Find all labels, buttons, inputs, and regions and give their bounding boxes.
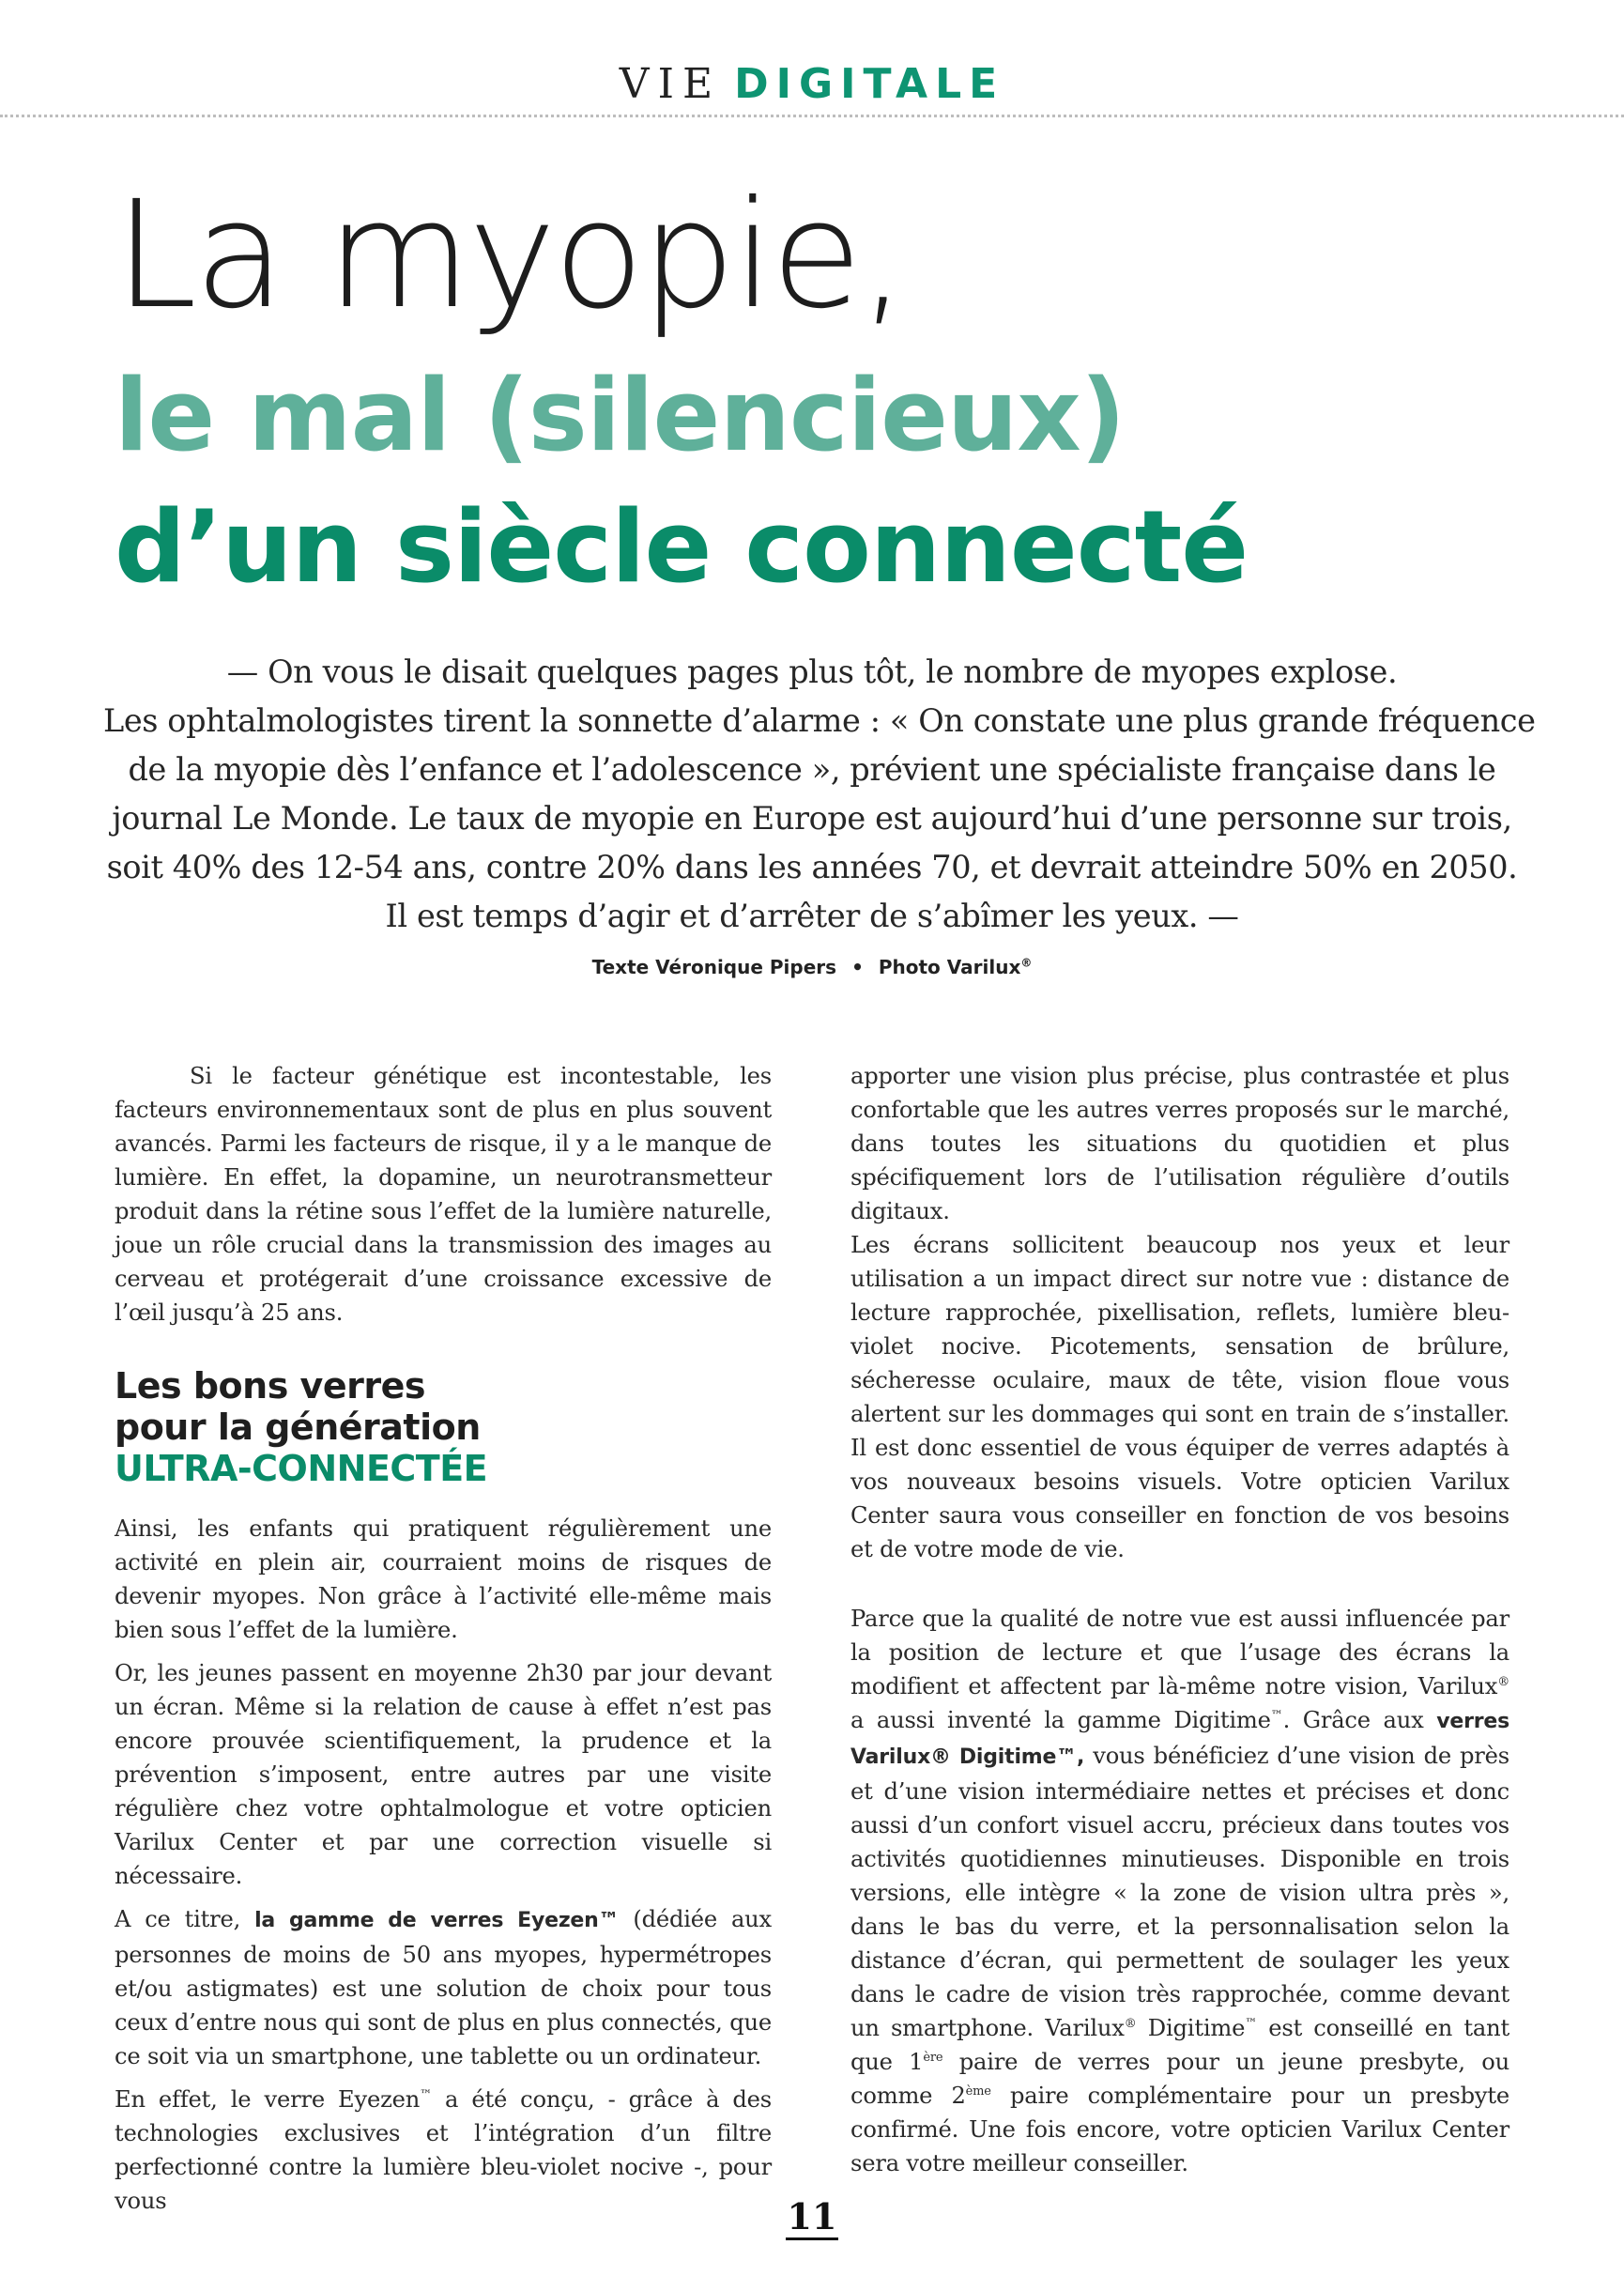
intro-line: Il est temps d’agir et d’arrêter de s’abîmer les yeux. — (385, 898, 1239, 934)
intro-line: soit 40% des 12-54 ans, contre 20% dans les années 70, et devrait atteindre 50% en 2050. (106, 849, 1518, 885)
subheading-accent: ULTRA-CONNECTÉE (115, 1448, 488, 1489)
trademark-mark: ™ (420, 2087, 432, 2102)
text-run: . Grâce aux (1282, 1707, 1437, 1733)
intro-line: journal Le Monde. Le taux de myopie en Europe est aujourd’hui d’une personne sur trois, (112, 800, 1512, 837)
title-line-2: le mal (silencieux) (115, 358, 1126, 473)
credit-separator: • (851, 956, 864, 978)
left-column (115, 1059, 772, 2218)
ordinal-suffix: ème (965, 2083, 991, 2099)
body-paragraph: Les écrans sollicitent beaucoup nos yeux et leur utilisation a un impact direct sur notre vue : distance de lecture rapprochée, pixellisation, reflets, lumière bleu-violet nocive. Picotements, sensation de brûlure, sécheresse oculaire, maux de tête, vision floue vous alertent sur les dommages qui sont en train de s’installer. Il est donc essentiel de vous équiper de verres adaptés à vos nouveaux besoins visuels. Votre opticien Varilux Center saura vous conseiller en fonction de vos besoins et de votre mode de vie. (850, 1232, 1509, 1562)
registered-mark: ® (1020, 956, 1033, 970)
trademark-mark: ™ (1245, 2016, 1258, 2031)
section-label-digitale: DIGITALE (734, 60, 1005, 108)
text-run: En effet, le verre Eyezen (115, 2086, 421, 2113)
title-line-1: La myopie, (115, 169, 904, 342)
text-run: Parce que la qualité de notre vue est aussi influencée par la position de lecture et que l’usage des écrans la modifient et affectent par là-même notre vision, Varilux (850, 1606, 1509, 1699)
subheading-line: pour la génération (115, 1407, 481, 1448)
header-divider (0, 115, 1624, 117)
body-paragraph: apporter une vision plus précise, plus contrastée et plus confortable que les autres verres proposés sur le marché, dans toutes les situations du quotidien et plus spécifiquement lors de l’utilisation régulière d’outils digitaux. (850, 1063, 1509, 1224)
text-run: A ce titre, (115, 1906, 255, 1932)
paragraph-gap (850, 1566, 1509, 1602)
body-paragraph: Ainsi, les enfants qui pratiquent régulièrement une activité en plein air, courraient moins de risques de devenir myopes. Non grâce à l’activité elle-même mais bien sous l’effet de la lumière. (115, 1515, 772, 1643)
text-run: a aussi inventé la gamme Digitime (850, 1707, 1271, 1733)
text-run: (dédiée aux personnes de moins de 50 ans myopes, hypermétropes et/ou astigmates) est une solution de choix pour tous ceux d’entre nous qui sont de plus en plus connectés, que ce soit via un smartphone, une tablette ou un ordinateur. (115, 1906, 773, 2069)
subheading (115, 1365, 772, 1489)
article-credits (0, 956, 1624, 978)
title-line-3: d’un siècle connecté (115, 489, 1249, 605)
right-column (850, 1059, 1509, 2180)
page-number (0, 2195, 1624, 2237)
text-run: est conseillé en tant que 1 (850, 2015, 1509, 2075)
ordinal-suffix: ère (923, 2050, 943, 2065)
subheading-line: Les bons verres (115, 1365, 425, 1407)
intro-line: Les ophtalmologistes tirent la sonnette d’alarme : « On constate une plus grande fréquence (103, 702, 1536, 739)
intro-line: — On vous le disait quelques pages plus tôt, le nombre de myopes explose. (226, 653, 1398, 690)
body-paragraph (115, 1902, 772, 2073)
product-name-digitime: verres Varilux® Digitime™, (850, 1710, 1509, 1769)
registered-mark: ® (1497, 1674, 1509, 1689)
section-label-vie: VIE (619, 60, 722, 108)
text-run: Digitime (1136, 2015, 1246, 2041)
trademark-mark: ™ (1270, 1708, 1283, 1723)
body-paragraph: Si le facteur génétique est incontestable, les facteurs environnementaux sont de plus en plus souvent avancés. Parmi les facteurs de risque, il y a le manque de lumière. En effet, la dopamine, un neurotransmetteur produit dans la rétine sous l’effet de la lumière naturelle, joue un rôle crucial dans la transmission des images au cerveau et protégerait d’une croissance excessive de l’œil jusqu’à 25 ans. (115, 1063, 772, 1326)
author-credit: Texte Véronique Pipers (591, 956, 837, 978)
text-run: a été conçu, - grâce à des technologies exclusives et l’intégration d’un filtre perfectionné contre la lumière bleu-violet nocive -, pour vous (115, 2086, 772, 2214)
registered-mark: ® (1124, 2016, 1137, 2031)
intro-line: de la myopie dès l’enfance et l’adolescence », prévient une spécialiste française dans le (128, 751, 1496, 788)
text-run: paire de verres pour un jeune presbyte, ou comme 2 (850, 2049, 1509, 2109)
article-intro (103, 648, 1536, 941)
text-run: vous bénéficiez d’une vision de près et d’une vision intermédiaire nettes et précises et donc aussi d’un confort visuel accru, précieux dans toutes vos activités quotidiennes minutieuses. Disponible en trois versions, elle intègre « la zone de vision ultra près », dans le bas du verre, et la personnalisation selon la distance d’écran, qui permettent de soulager les yeux dans le cadre de vision très rapprochée, comme devant un smartphone. Varilux (850, 1743, 1509, 2041)
photo-credit: Photo Varilux (878, 956, 1021, 978)
page-number-value: 11 (786, 2195, 839, 2240)
section-header (0, 58, 1624, 111)
body-paragraph: Or, les jeunes passent en moyenne 2h30 par jour devant un écran. Même si la relation de cause à effet n’est pas encore prouvée scientifiquement, la prudence et la prévention s’imposent, entre autres par une visite régulière chez votre ophtalmologue et votre opticien Varilux Center et par une correction visuelle si nécessaire. (115, 1660, 772, 1889)
body-paragraph (850, 1602, 1509, 2180)
product-name-eyezen: la gamme de verres Eyezen™ (254, 1909, 620, 1932)
text-run: paire complémentaire pour un presbyte confirmé. Une fois encore, votre opticien Varilux Center sera votre meilleur conseiller. (850, 2083, 1509, 2176)
